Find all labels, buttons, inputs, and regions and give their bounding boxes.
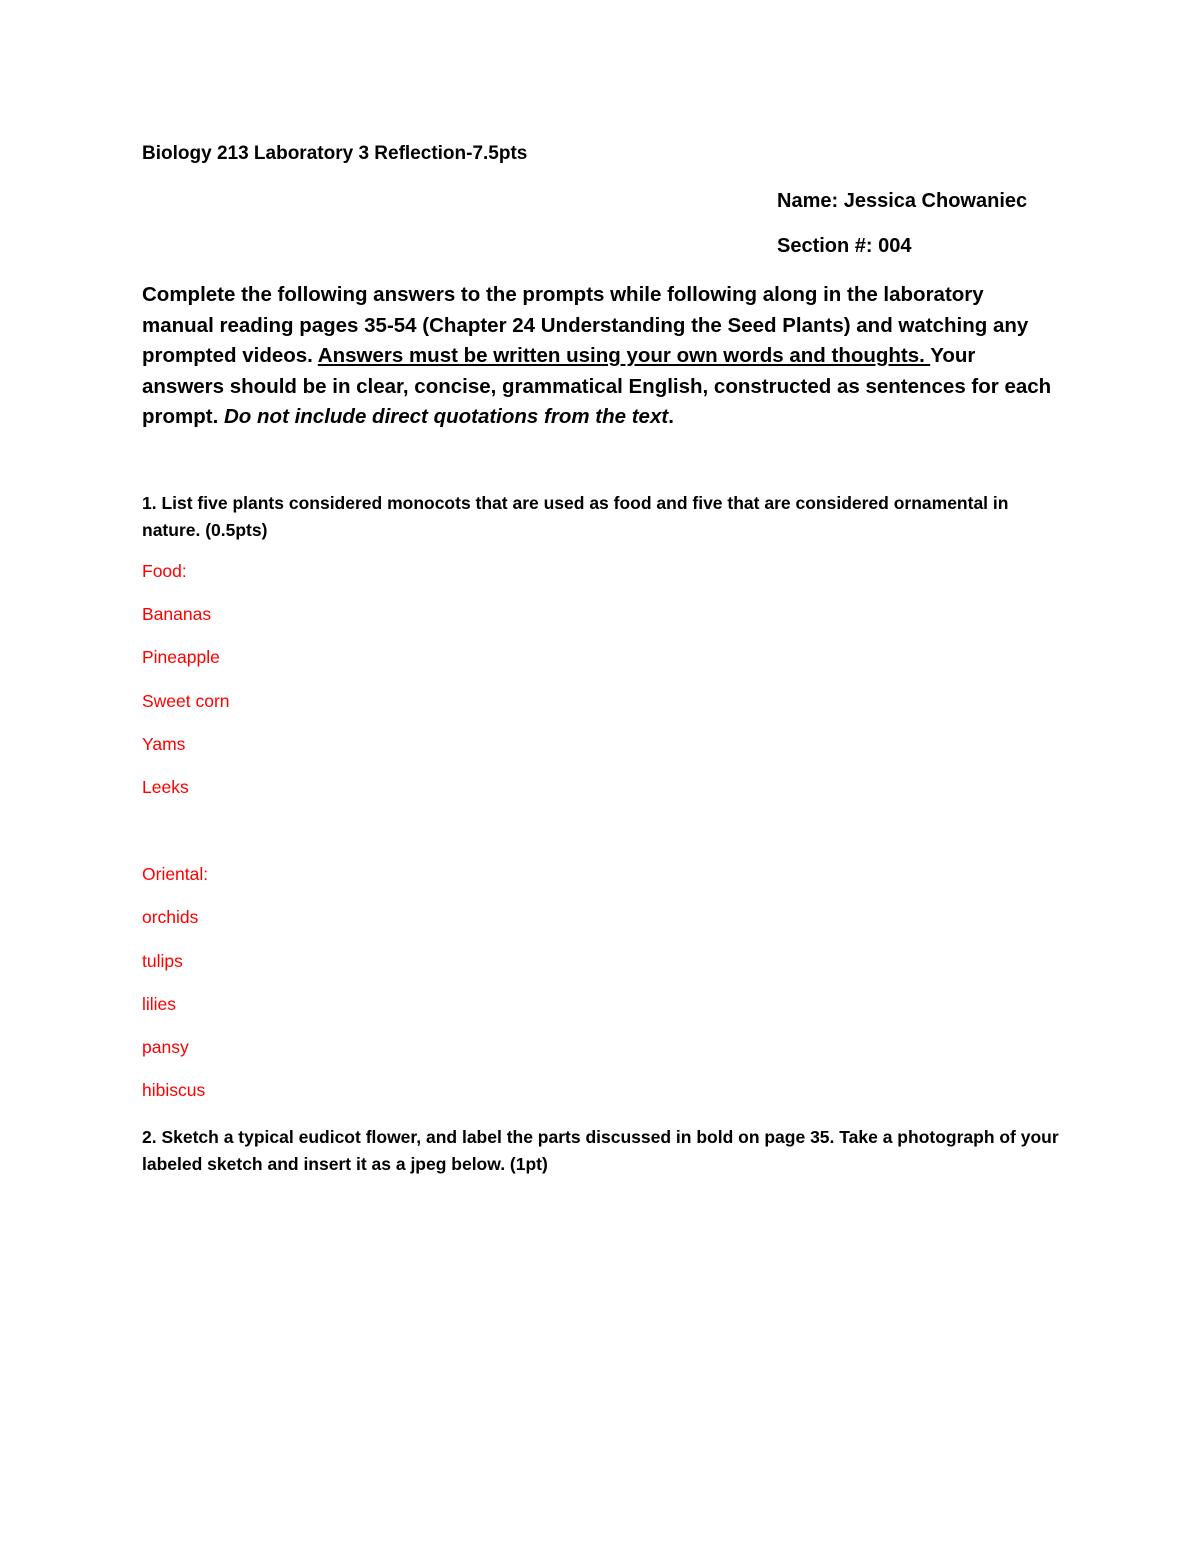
- ornamental-heading: Oriental:: [142, 864, 209, 884]
- instructions-paragraph: [142, 280, 1052, 433]
- instructions-text-2: Your answers should be in clear, concise, grammatical English, constructed as sentences for each prompt.: [142, 344, 1052, 428]
- food-item: Sweet corn: [142, 691, 230, 711]
- instructions-text-1: Complete the following answers to the prompts while following along in the laboratory manual reading pages 35-54 (Chapter 24 Understanding the Seed Plants) and watching any prompted videos.: [142, 283, 1029, 367]
- student-name-line: [777, 190, 1027, 213]
- ornamental-item: tulips: [142, 951, 183, 971]
- food-heading: Food:: [142, 561, 187, 581]
- ornamental-item: lilies: [142, 994, 177, 1014]
- ornamental-item: hibiscus: [142, 1080, 206, 1100]
- food-item: Leeks: [142, 777, 189, 797]
- ornamental-item: pansy: [142, 1037, 189, 1057]
- section-number-line: [777, 235, 912, 258]
- document-title: Biology 213 Laboratory 3 Reflection-7.5pts: [142, 143, 528, 164]
- question-1-prompt: 1. List five plants considered monocots that are used as food and five that are considered ornamental in nature. (0.5pts): [142, 493, 1009, 540]
- name-label: Name:: [777, 190, 839, 212]
- instructions-underlined-text: Answers must be written using your own words and thoughts.: [317, 344, 931, 367]
- food-item: Pineapple: [142, 647, 220, 667]
- instructions-text-end: .: [668, 405, 674, 428]
- instructions-italic-text: Do not include direct quotations from the text: [224, 405, 669, 428]
- food-item: Bananas: [142, 604, 212, 624]
- question-2-prompt: 2. Sketch a typical eudicot flower, and label the parts discussed in bold on page 35. Take a photograph of your labeled sketch and insert it as a jpeg below. (1pt): [142, 1127, 1059, 1174]
- name-value: Jessica Chowaniec: [843, 190, 1028, 212]
- ornamental-item: orchids: [142, 907, 199, 927]
- food-item: Yams: [142, 734, 186, 754]
- section-label: Section #:: [777, 235, 873, 257]
- section-value: 004: [878, 235, 912, 257]
